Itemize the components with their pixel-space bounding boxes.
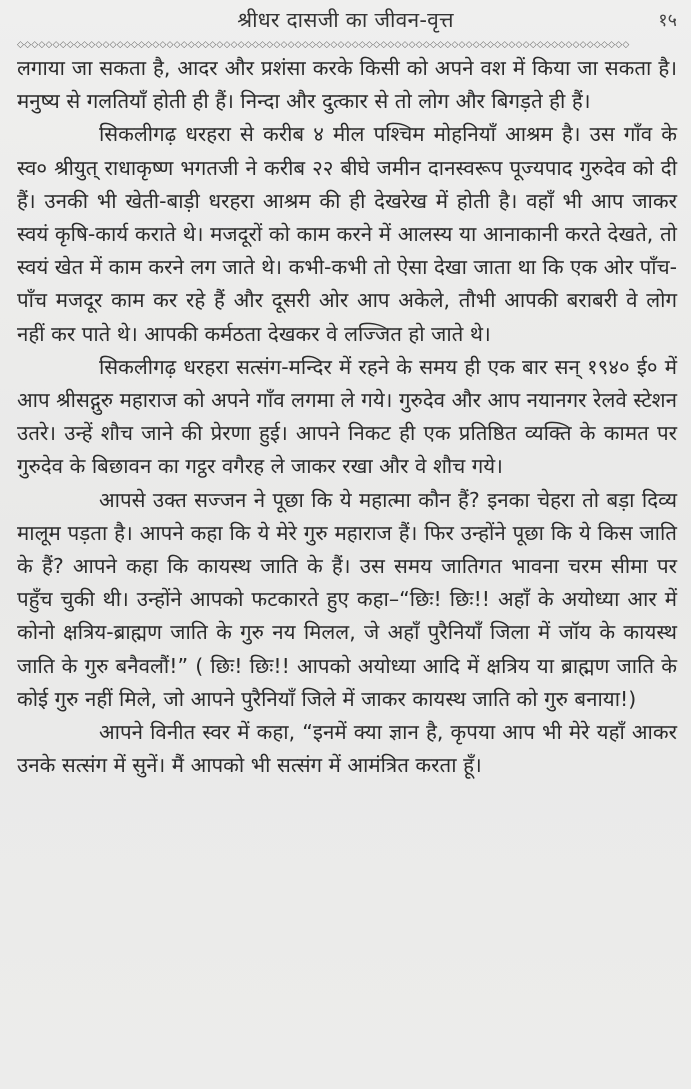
paragraph-3: सिकलीगढ़ धरहरा सत्संग-मन्दिर में रहने के समय ही एक बार सन् १९४० ई० में आप श्रीसद्गुरु महाराज को अपने गाँव लगमा ले गये। गुरुदेव और आप नयानगर रेलवे स्टेशन उतरे। उन्हें शौच जाने की प्रेरणा हुई। आपने निकट ही एक प्रतिष्ठित व्यक्ति के कामत पर गुरुदेव के बिछावन का गट्ठर वगैरह ले जाकर रखा और वे शौच गये। xyxy=(17,354,677,479)
paragraph-1: लगाया जा सकता है, आदर और प्रशंसा करके किसी को अपने वश में किया जा सकता है। मनुष्य से गलतियाँ होती ही हैं। निन्दा और दुत्कार से तो लोग और बिगड़ते ही हैं। xyxy=(17,56,677,114)
running-title: श्रीधर दासजी का जीवन-वृत्त xyxy=(237,8,454,32)
ornamental-divider: ◇◇◇◇◇◇◇◇◇◇◇◇◇◇◇◇◇◇◇◇◇◇◇◇◇◇◇◇◇◇◇◇◇◇◇◇◇◇◇◇◇◇◇◇◇◇◇◇◇◇◇◇◇◇◇◇◇◇◇◇◇◇◇◇◇◇◇◇◇◇◇◇◇◇◇◇◇◇◇◇◇◇◇◇◇◇ xyxy=(17,40,630,50)
page-number: १५ xyxy=(658,10,677,31)
paragraph-4: आपसे उक्त सज्जन ने पूछा कि ये महात्मा कौन हैं? इनका चेहरा तो बड़ा दिव्य मालूम पड़ता है। आपने कहा कि ये मेरे गुरु महाराज हैं। फिर उन्होंने पूछा कि ये किस जाति के हैं? आपने कहा कि कायस्थ जाति के हैं। उस समय जातिगत भावना चरम सीमा पर पहुँच चुकी थी। उन्होंने आपको फटकारते हुए कहा–“छिः! छिः!! अहाँ के अयोध्या आर में कोनो क्षत्रिय-ब्राह्मण जाति के गुरु नय मिलल, जे अहाँ पुरैनियाँ जिला में जॉय के कायस्थ जाति के गुरु बनैवलौं!” ( छिः! छिः!! आपको अयोध्या आदि में क्षत्रिय या ब्राह्मण जाति के कोई गुरु नहीं मिले, जो आपने पुरैनियाँ जिले में जाकर कायस्थ जाति को गुरु बनाया!) xyxy=(17,487,677,711)
paragraph-5: आपने विनीत स्वर में कहा, “इनमें क्या ज्ञान है, कृपया आप भी मेरे यहाँ आकर उनके सत्संग में सुनें। मैं आपको भी सत्संग में आमंत्रित करता हूँ। xyxy=(17,720,677,778)
body-text xyxy=(17,52,677,782)
page-header xyxy=(0,4,691,38)
paragraph-2: सिकलीगढ़ धरहरा से करीब ४ मील पश्चिम मोहनियाँ आश्रम है। उस गाँव के स्व० श्रीयुत् राधाकृष्ण भगतजी ने करीब २२ बीघे जमीन दानस्वरूप पूज्यपाद गुरुदेव को दी हैं। उनकी भी खेती-बाड़ी धरहरा आश्रम की ही देखरेख में होती है। वहाँ भी आप जाकर स्वयं कृषि-कार्य कराते थे। मजदूरों को काम करने में आलस्य या आनाकानी करते देखते, तो स्वयं खेत में काम करने लग जाते थे। कभी-कभी तो ऐसा देखा जाता था कि एक ओर पाँच-पाँच मजदूर काम कर रहे हैं और दूसरी ओर आप अकेले, तौभी आपकी बराबरी वे लोग नहीं कर पाते थे। आपकी कर्मठता देखकर वे लज्जित हो जाते थे। xyxy=(17,122,677,346)
